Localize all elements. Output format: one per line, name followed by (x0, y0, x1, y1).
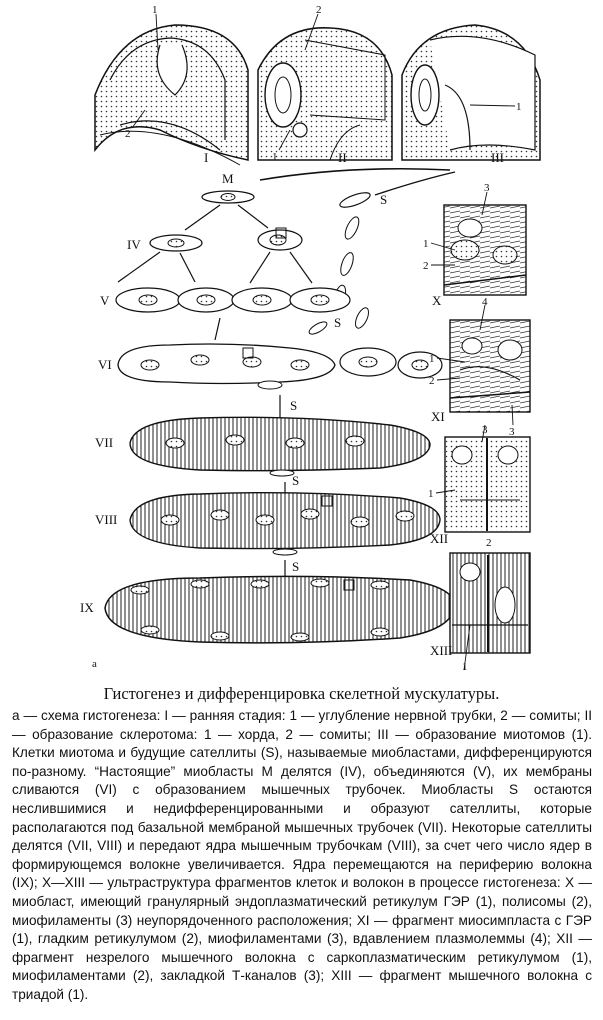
stage-IV-cells (150, 228, 302, 251)
label-stage-XIII: XIII (430, 643, 453, 658)
label-S-VI: S (334, 315, 342, 330)
label-stage-XII: XII (430, 531, 449, 546)
num-2-I: 2 (125, 128, 131, 140)
label-S-top: S (380, 192, 388, 207)
label-stage-X: X (432, 293, 442, 308)
label-M: M (222, 171, 234, 186)
panel-XI (450, 320, 530, 412)
panel-XIII (450, 553, 530, 653)
stage-V-cells (116, 288, 350, 312)
myoblast-M (202, 191, 254, 203)
caption-body: а — схема гистогенеза: I — ранняя стадия: 1 — углубление нервной трубки, 2 — сомиты; II — образование склеротома: 1 — хорда, 2 — сомиты; III — образование миотомов (1). Клетки миотома и будущие сателлиты (S), называемые миобластами, дифференцируются по-разному. “Настоящие” миобласты М делятся (IV), объединяются (V), их мембраны сливаются (VI) с образованием мышечных трубочек. Миобласты S остаются неслившимися и недифференцированными и образуют сателлиты, которые располагаются под базальной мембраной мышечных трубочек (VII). Некоторые сателлиты делятся (VII, VIII) и передают ядра мышечным трубочкам (VIII), за счет чего число ядер в формирующемся волокне увеличивается. Ядра перемещаются на периферию волокна (IX); X—XIII — ультраструктура фрагментов клеток и волокон в процессе гистогенеза: X — миобласт, имеющий гранулярный эндоплазматический ретикулум ГЭР (1), полисомы (2), миофиламенты (3) неупорядоченного расположения; XI — фрагмент миосимпласта с ГЭР (1), гладким ретикулумом (2), миофиламентами (3), вдавлением плазмолеммы (4); XII — фрагмент незрелого мышечного волокна с саркоплазматическим ретикулумом (1), миофиламентами (2), закладкой Т-каналов (3); XIII — фрагмент мышечного волокна с триадой (1). (12, 708, 592, 1002)
num-2-XI: 2 (429, 375, 435, 387)
embryo-drawing-I (95, 25, 248, 165)
num-1-XIII: 1 (462, 661, 468, 672)
stage-VII-tube (130, 417, 430, 476)
num-2-XII: 2 (486, 537, 492, 549)
satellite-S-top (338, 190, 371, 210)
num-1-II: 1 (272, 151, 278, 163)
label-stage-V: V (100, 293, 110, 308)
arrow-III-to-M (260, 169, 450, 180)
label-stage-XI: XI (431, 409, 445, 424)
panel-X (444, 205, 526, 295)
num-2-II: 2 (316, 4, 322, 16)
label-S-VIII: S (292, 473, 300, 488)
label-stage-II: II (338, 150, 347, 165)
num-1-III: 1 (516, 101, 522, 113)
arrow-M-IV-right (238, 205, 268, 228)
label-stage-I: I (204, 150, 209, 165)
panel-XII (445, 437, 530, 532)
panel-label-a: a (92, 658, 97, 670)
caption-title: Гистогенез и дифференцировка скелетной мускулатуры. (103, 684, 500, 703)
label-stage-IV: IV (127, 237, 141, 252)
embryo-drawing-II (258, 28, 392, 160)
arrow-M-IV-left (185, 205, 220, 230)
num-1-XII: 1 (428, 488, 434, 500)
label-stage-III: III (491, 150, 504, 165)
label-S-VII: S (290, 398, 298, 413)
num-3-X: 3 (484, 182, 490, 194)
num-1-I: 1 (152, 4, 158, 16)
stage-IX-fiber (105, 576, 455, 643)
num-3-XII: 3 (482, 424, 488, 436)
num-4-XI: 4 (482, 296, 488, 308)
embryo-drawing-III (402, 25, 540, 160)
label-stage-IX: IX (80, 600, 94, 615)
label-stage-VI: VI (98, 357, 112, 372)
label-stage-VII: VII (95, 435, 114, 450)
num-1-XI: 1 (429, 353, 435, 365)
label-S-IX: S (292, 559, 300, 574)
label-stage-VIII: VIII (95, 512, 118, 527)
num-1-X: 1 (423, 238, 429, 250)
num-3-XI: 3 (509, 426, 515, 438)
stage-VIII-tube (130, 493, 440, 555)
num-2-X: 2 (423, 260, 429, 272)
stage-VI-syncytium (118, 344, 442, 389)
